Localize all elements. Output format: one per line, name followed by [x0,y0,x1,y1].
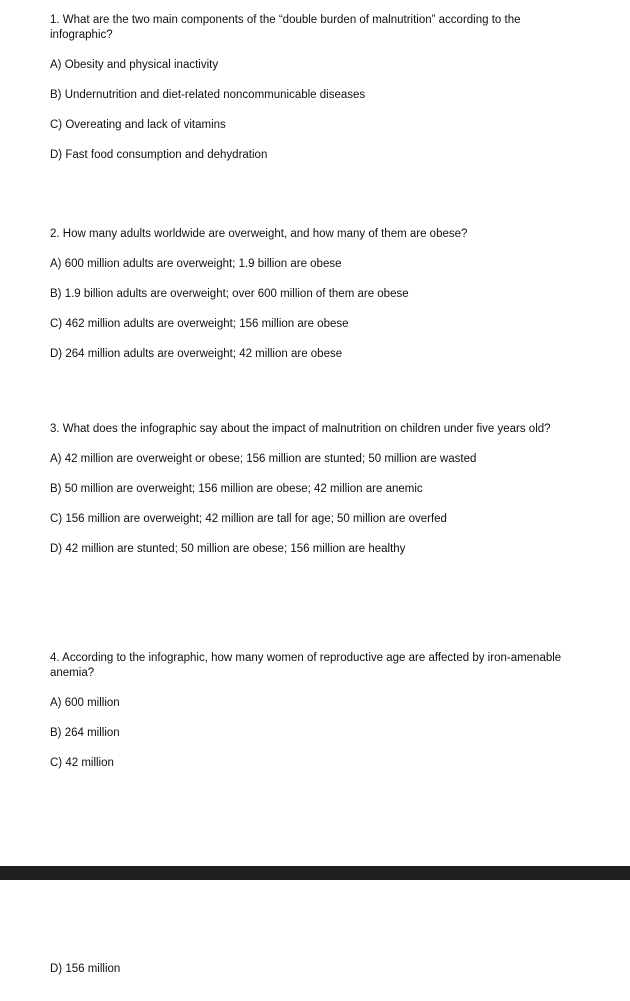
option-b: B) Undernutrition and diet-related noncommunicable diseases [50,89,366,101]
page-break-bar [0,866,630,880]
option-d: D) Fast food consumption and dehydration [50,149,268,161]
question-4 [50,651,580,786]
option-d: D) 42 million are stunted; 50 million are obese; 156 million are healthy [50,543,406,555]
option-a: A) Obesity and physical inactivity [50,59,219,71]
option-b: B) 50 million are overweight; 156 million are obese; 42 million are anemic [50,483,423,495]
options-list [50,257,580,377]
option-d: D) 264 million adults are overweight; 42 million are obese [50,348,343,360]
question-text: 2. How many adults worldwide are overweight, and how many of them are obese? [50,228,468,240]
option-b: B) 1.9 billion adults are overweight; over 600 million of them are obese [50,288,409,300]
option-b: B) 264 million [50,727,120,739]
question-text: 1. What are the two main components of the “double burden of malnutrition” according to the infographic? [50,14,521,41]
options-list [50,452,580,572]
question-text: 3. What does the infographic say about the impact of malnutrition on children under five years old? [50,423,551,435]
question-text: 4. According to the infographic, how many women of reproductive age are affected by iron-amenable anemia? [50,652,562,679]
question-1 [50,13,580,178]
question-2 [50,227,580,377]
option-a: A) 600 million [50,697,120,709]
option-c: C) Overeating and lack of vitamins [50,119,226,131]
option-c: C) 156 million are overweight; 42 million are tall for age; 50 million are overfed [50,513,447,525]
options-list [50,58,580,178]
option-a: A) 42 million are overweight or obese; 156 million are stunted; 50 million are wasted [50,453,477,465]
option-c: C) 462 million adults are overweight; 156 million are obese [50,318,349,330]
question-3 [50,422,580,572]
option-d: D) 156 million [50,963,121,975]
option-a: A) 600 million adults are overweight; 1.9 billion are obese [50,258,342,270]
option-c: C) 42 million [50,757,114,769]
options-list [50,696,580,786]
question-4-continued [50,962,580,992]
